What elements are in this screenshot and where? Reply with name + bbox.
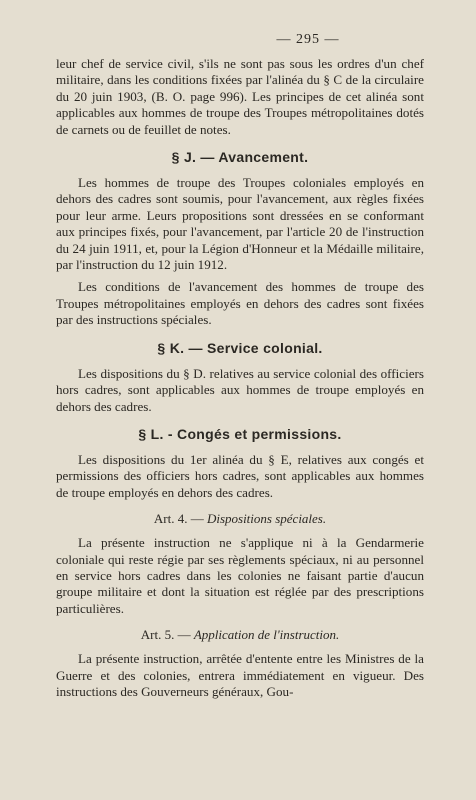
article-title: Application de l'instruction. — [193, 627, 340, 643]
paragraph-avancement-1: Les hommes de troupe des Troupes coloniales employés en dehors des cadres sont soumis, pour l'avancement, aux règles fixées pour leur arme. Leurs propositions sont dressées en se conformant aux principes fixés, pour l'avancement, par l'article 20 de l'instruction du 24 juin 1911, et, pour la Légion d'Honneur et la Médaille militaire, par l'instruction du 12 juin 1912. — [56, 175, 424, 273]
section-heading-conges: § L. - Congés et permissions. — [138, 425, 342, 442]
section-heading-avancement: § J. — Avancement. — [171, 149, 309, 166]
article-heading-4 — [56, 511, 424, 527]
paragraph-avancement-2: Les conditions de l'avancement des hommes de troupe des Troupes métropolitaines employés en dehors des cadres sont fixées par des instructions spéciales. — [56, 279, 424, 328]
paragraph-continuation: leur chef de service civil, s'ils ne sont pas sous les ordres d'un chef militaire, dans les conditions fixées par l'alinéa du § C de la circulaire du 20 juin 1903, (B. O. page 996). Les principes de cet alinéa sont applicables aux hommes de troupe des Troupes métropolitaines dotés de carnets ou de feuillet de notes. — [56, 56, 424, 137]
article-number: Art. 5. — — [140, 627, 191, 643]
paragraph-service-colonial: Les dispositions du § D. relatives au service colonial des officiers hors cadres, sont applicables aux hommes de troupe employés en dehors des cadres. — [56, 365, 424, 414]
section-heading-service-colonial: § K. — Service colonial. — [157, 339, 323, 356]
paragraph-article-4: La présente instruction ne s'applique ni à la Gendarmerie coloniale qui reste régie par ses règlements spéciaux, ni au personnel en service hors cadres dans les colonies ne faisant partie d'aucun groupe militaire et dont la situation est réglée par des prescriptions particulières. — [56, 535, 424, 616]
article-title: Dispositions spéciales. — [206, 511, 327, 527]
article-heading-5 — [56, 627, 424, 643]
paragraph-conges: Les dispositions du 1er alinéa du § E, relatives aux congés et permissions des officiers hors cadres, sont applicables aux hommes de troupe employés en dehors des cadres. — [56, 451, 424, 500]
page-number: — 295 — — [276, 32, 340, 47]
paragraph-article-5: La présente instruction, arrêtée d'entente entre les Ministres de la Guerre et des colonies, entrera immédiatement en vigueur. Des instructions des Gouverneurs généraux, Gou- — [56, 651, 424, 699]
article-number: Art. 4. — — [153, 511, 204, 527]
